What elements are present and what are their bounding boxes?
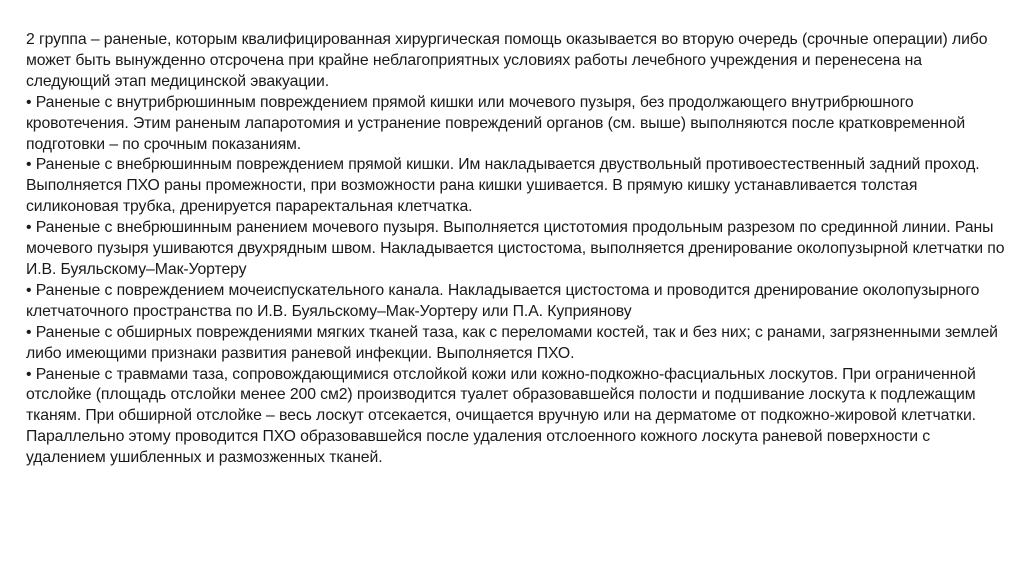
bullet-intraperitoneal-injury: • Раненые с внутрибрюшинным повреждением прямой кишки или мочевого пузыря, без продолжающего внутрибрюшного кровотечения. Этим раненым лапаротомия и устранение повреждений органов (см. выше) выполняются после кратковременной подготовки – по срочным показаниям.	[26, 93, 966, 153]
paragraph-group-2-intro: 2 группа – раненые, которым квалифицированная хирургическая помощь оказывается во вторую очередь (срочные операции) либо может быть вынужденно отсрочена при крайне неблагоприятных условиях работы лечебного учреждения и перенесена на следующий этап медицинской эвакуации.	[26, 31, 988, 90]
bullet-soft-tissue-injury: • Раненые с обширных повреждениями мягких тканей таза, как с переломами костей, так и без них; с ранами, загрязненными землей либо имеющими признаки развития раневой инфекции. Выполняется ПХО.	[26, 323, 998, 362]
bullet-urethra-injury: • Раненые с повреждением мочеиспускательного канала. Накладывается цистостома и проводится дренирование околопузырного клетчаточного пространства по И.В. Буяльскому–Мак-Уортеру или П.А. Куприянову	[26, 281, 980, 320]
bullet-skin-detachment: • Раненые с травмами таза, сопровождающимися отслойкой кожи или кожно-подкожно-фасциальных лоскутов. При ограниченной отслойке (площадь отслойки менее 200 см2) производится туалет образовавшейся полости и подшивание лоскута к подлежащим тканям. При обширной отслойке – весь лоскут отсекается, очищается вручную или на дерматоме от подкожно-жировой клетчатки. Параллельно этому проводится ПХО образовавшейся после удаления отслоенного кожного лоскута раневой поверхности с удалением ушибленных и размозженных тканей.	[26, 365, 976, 467]
slide-text-body	[26, 30, 1006, 560]
bullet-extraperitoneal-rectum: • Раненые с внебрюшинным повреждением прямой кишки. Им накладывается двуствольный противоестественный задний проход. Выполняется ПХО раны промежности, при возможности рана кишки ушивается. В прямую кишку устанавливается толстая силиконовая трубка, дренируется параректальная клетчатка.	[26, 156, 980, 216]
bullet-extraperitoneal-bladder: • Раненые с внебрюшинным ранением мочевого пузыря. Выполняется цистотомия продольным разрезом по срединной линии. Раны мочевого пузыря ушиваются двухрядным швом. Накладывается цистостома, выполняется дренирование околопузырной клетчатки по И.В. Буяльскому–Мак-Уортеру	[26, 219, 1005, 278]
